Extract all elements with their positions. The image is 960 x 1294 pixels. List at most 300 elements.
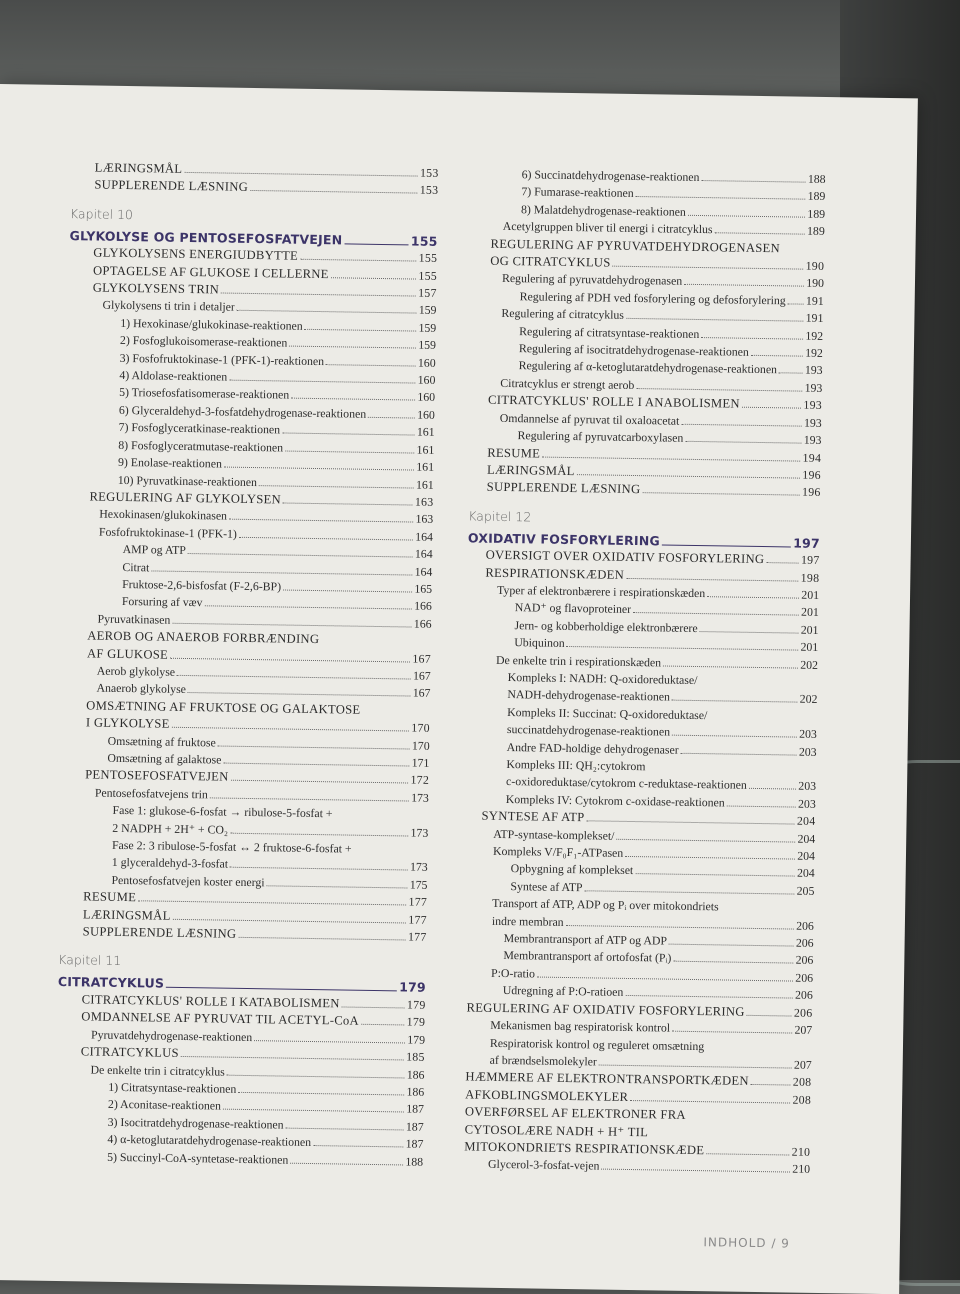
toc-entry-page: 166 — [414, 598, 432, 614]
toc-entry-title: SYNTESE AF ATP — [481, 808, 585, 825]
toc-entry-page: 160 — [417, 355, 436, 370]
toc-entry-title: SUPPLERENDE LÆSNING — [82, 924, 237, 941]
dot-leader — [707, 596, 799, 598]
toc-entry-title: Glycerol-3-fosfat-vejen — [487, 1157, 600, 1173]
toc-entry-page: 187 — [406, 1101, 425, 1117]
toc-entry-title: SUPPLERENDE LÆSNING — [94, 177, 249, 195]
toc-entry-title: 3) Fosfofruktokinase-1 (PFK-1)-reaktionen — [119, 350, 325, 368]
dot-leader — [751, 1084, 791, 1086]
toc-entry-page: 179 — [406, 1014, 426, 1030]
toc-entry-page: 163 — [414, 494, 434, 509]
toc-entry-title: Omdannelse af pyruvat til oxaloacetat — [499, 410, 680, 428]
toc-entry-page: 204 — [797, 848, 816, 863]
dot-leader — [361, 1024, 405, 1026]
toc-entry-title: Kompleks V/F₀F₁-ATPasen — [492, 843, 624, 860]
toc-entry-page: 189 — [807, 189, 826, 204]
toc-entry-title: 6) Succinatdehydrogenase-reaktionen — [521, 167, 700, 184]
toc-entry-page: 206 — [793, 1005, 813, 1020]
dot-leader — [672, 735, 797, 738]
toc-entry-page: 207 — [793, 1057, 812, 1072]
toc-entry-title: Citratcyklus er strengt aerob — [500, 375, 635, 392]
toc-entry-page: 202 — [799, 692, 818, 707]
dot-leader — [788, 303, 804, 304]
dot-leader — [254, 1040, 405, 1043]
toc-entry-title: 2 NADPH + 2H⁺ + CO₂ — [112, 820, 229, 837]
toc-entry-page: 201 — [801, 587, 820, 602]
dot-leader — [210, 797, 409, 801]
dot-leader — [172, 727, 410, 732]
toc-entry-title: RESUME — [83, 889, 137, 905]
dot-leader — [286, 1127, 404, 1130]
dot-leader — [173, 918, 407, 923]
dot-leader — [567, 646, 799, 651]
toc-entry-page: 167 — [412, 651, 432, 666]
toc-entry-title: Regulering af isocitratdehydrogenase-reaktionen — [518, 341, 749, 359]
toc-entry-title: 7) Fosfoglyceratkinase-reaktionen — [118, 420, 281, 437]
dot-leader — [177, 675, 411, 680]
toc-entry-page: 153 — [419, 165, 439, 180]
toc-entry-line: Transport af ATP, ADP og Pᵢ over mitokondriets — [492, 896, 719, 914]
dot-leader — [229, 519, 414, 523]
toc-entry-page: 167 — [412, 685, 431, 701]
toc-entry-title: CITRATCYKLUS' ROLLE I ANABOLISMEN — [487, 392, 740, 411]
toc-entry-title: succinatdehydrogenase-reaktionen — [506, 722, 671, 739]
toc-entry-page: 179 — [406, 997, 426, 1012]
dot-leader — [184, 172, 418, 177]
toc-entry-title: indre membran — [491, 913, 564, 929]
dot-leader — [267, 885, 408, 888]
dot-leader — [636, 388, 802, 392]
dot-leader — [223, 763, 409, 767]
toc-entry-line: Fase 1: glukose-6-fosfat → ribulose-5-fosfat + — [112, 803, 333, 821]
toc-entry-page: 203 — [798, 779, 817, 794]
toc-entry-title: GLYKOLYSENS TRIN — [92, 280, 220, 297]
toc-entry-page: 159 — [418, 337, 437, 353]
toc-entry-title: CITRATCYKLUS' ROLLE I KATABOLISMEN — [81, 992, 340, 1011]
dot-leader — [747, 1015, 792, 1017]
toc-entry-page: 161 — [415, 477, 434, 492]
dot-leader — [289, 346, 416, 349]
dot-leader — [672, 1031, 792, 1034]
toc-entry-title: OMDANNELSE AF PYRUVAT TIL ACETYL-CoA — [81, 1009, 360, 1029]
toc-entry-page: 155 — [418, 268, 438, 283]
dot-leader — [626, 577, 799, 581]
toc-entry-page: 177 — [407, 929, 427, 944]
toc-entry-page: 206 — [795, 953, 814, 968]
toc-entry-title: 7) Fumarase-reaktionen — [521, 184, 634, 201]
toc-entry-page: 197 — [793, 535, 821, 551]
toc-entry-title: AFKOBLINGSMOLEKYLER — [465, 1087, 629, 1104]
toc-entry-page: 179 — [407, 1032, 426, 1047]
dot-leader — [742, 407, 802, 409]
toc-entry-page: 191 — [805, 310, 824, 326]
toc-right-column — [458, 165, 826, 1178]
dot-leader — [681, 423, 802, 426]
toc-entry-title: 4) α-ketoglutaratdehydrogenase-reaktionen — [107, 1131, 312, 1150]
dot-leader — [684, 284, 804, 287]
toc-entry-line: CYTOSOLÆRE NADH + H⁺ TIL — [464, 1121, 649, 1139]
toc-entry-page: 187 — [405, 1119, 424, 1134]
dot-leader — [238, 1092, 404, 1096]
toc-entry-title: De enkelte trin i citratcyklus — [90, 1062, 225, 1079]
dot-leader — [188, 692, 411, 697]
toc-entry-title: 5) Succinyl-CoA-syntetase-reaktionen — [107, 1149, 289, 1167]
toc-entry-title: Andre FAD-holdige dehydrogenaser — [506, 739, 679, 757]
dot-leader — [218, 745, 410, 749]
dot-leader — [290, 1162, 403, 1165]
toc-entry-page: 206 — [794, 987, 813, 1003]
dot-leader — [626, 318, 804, 322]
toc-entry-page: 159 — [418, 303, 437, 318]
toc-entry-page: 173 — [411, 790, 429, 805]
toc-entry-page: 177 — [408, 894, 428, 910]
dot-leader — [663, 665, 798, 668]
toc-entry-title: c-oxidoreduktase/cytokrom c-reduktase-reaktionen — [505, 774, 747, 793]
toc-entry-title: 8) Fosfoglyceratmutase-reaktionen — [118, 437, 284, 455]
dot-leader — [669, 944, 794, 947]
dot-leader — [751, 355, 803, 357]
toc-entry-page: 153 — [419, 183, 439, 198]
dot-leader — [285, 450, 415, 453]
toc-entry-page: 193 — [803, 415, 822, 430]
toc-entry-page: 185 — [406, 1049, 425, 1064]
toc-entry-title: Regulering af citratsyntase-reaktionen — [519, 323, 700, 341]
dot-leader — [331, 277, 417, 279]
dot-leader — [238, 937, 406, 941]
dot-leader — [715, 232, 806, 234]
toc-entry-page: 189 — [806, 223, 825, 239]
toc-entry-page: 171 — [411, 755, 430, 770]
toc-entry-title: HÆMMERE AF ELEKTRONTRANSPORTKÆDEN — [465, 1069, 749, 1089]
toc-entry-page: 210 — [791, 1144, 811, 1159]
toc-entry-page: 197 — [800, 552, 820, 568]
toc-entry-page: 201 — [800, 604, 819, 620]
toc-entry-page: 160 — [417, 390, 436, 405]
dot-leader — [599, 1064, 792, 1068]
toc-entry-title: 8) Malatdehydrogenase-reaktionen — [520, 202, 686, 219]
toc-entry-page: 205 — [796, 883, 815, 898]
toc-entry-title: 1) Hexokinase/glukokinase-reaktionen — [120, 315, 303, 333]
dot-leader — [662, 544, 791, 547]
dot-leader — [706, 1153, 789, 1155]
toc-entry-title: De enkelte trin i respirationskæden — [495, 652, 662, 670]
toc-entry-page: 188 — [405, 1154, 424, 1169]
toc-entry-title: 9) Enolase-reaktionen — [117, 454, 223, 471]
toc-entry-title: CITRATCYKLUS — [57, 974, 165, 992]
dot-leader — [291, 398, 415, 401]
dot-leader — [230, 867, 408, 871]
toc-entry-page: 166 — [413, 616, 432, 631]
toc-entry-page: 170 — [411, 738, 430, 753]
dot-leader — [250, 190, 418, 194]
dot-leader — [701, 180, 805, 183]
dot-leader — [542, 456, 800, 461]
toc-entry-page: 172 — [410, 772, 430, 788]
toc-entry-page: 164 — [414, 564, 433, 579]
page-footer: INDHOLD / 9 — [703, 1235, 790, 1251]
dot-leader — [633, 612, 799, 616]
toc-entry-line: REGULERING AF PYRUVATDEHYDROGENASEN — [490, 236, 781, 255]
toc-entry-title: 4) Aldolase-reaktionen — [119, 367, 228, 384]
toc-entry-title: NAD⁺ og flavoproteiner — [514, 600, 632, 617]
toc-entry-page: 190 — [805, 258, 825, 273]
dot-leader — [151, 570, 412, 575]
toc-entry-title: Aerob glykolyse — [96, 663, 176, 679]
toc-entry-page: 202 — [800, 657, 819, 672]
toc-entry-title: ATP-syntase-komplekset/ — [493, 826, 615, 843]
dot-leader — [166, 987, 397, 992]
toc-entry-title: Membrantransport af ortofosfat (Pᵢ) — [503, 948, 672, 966]
dot-leader — [138, 901, 406, 906]
dot-leader — [613, 266, 804, 270]
dot-leader — [231, 780, 409, 784]
toc-entry-page: 194 — [802, 450, 822, 465]
dot-leader — [584, 890, 794, 894]
toc-entry-page: 161 — [416, 459, 435, 474]
toc-entry-page: 177 — [408, 912, 428, 927]
toc-entry-page: 161 — [416, 442, 435, 457]
toc-entry-title: RESPIRATIONSKÆDEN — [485, 565, 625, 582]
toc-entry-title: 3) Isocitratdehydrogenase-reaktionen — [107, 1114, 284, 1132]
toc-entry-title: Typer af elektronbærere i respirationskæden — [497, 582, 706, 601]
toc-entry-title: Kompleks IV: Cytokrom c-oxidase-reaktionen — [505, 791, 725, 810]
toc-entry-title: Udregning af P:O-ratioen — [502, 983, 624, 1000]
dot-leader — [601, 1169, 790, 1173]
dot-leader — [224, 467, 414, 471]
dot-leader — [239, 537, 413, 541]
toc-entry-line: OMSÆTNING AF FRUKTOSE OG GALAKTOSE — [86, 698, 361, 717]
dot-leader — [227, 1074, 405, 1078]
toc-entry-page: 186 — [406, 1084, 425, 1099]
toc-entry-title: 10) Pyruvatkinase-reaktionen — [117, 472, 258, 489]
toc-entry-page: 173 — [410, 825, 429, 840]
toc-entry-page: 159 — [418, 320, 437, 335]
dot-leader — [625, 856, 795, 860]
dot-leader — [766, 562, 799, 564]
dot-leader — [170, 657, 410, 662]
dot-leader — [779, 373, 803, 374]
toc-entry-title: Regulering af pyruvatdehydrogenasen — [501, 271, 683, 289]
toc-left-column — [55, 159, 439, 1171]
toc-entry-title: Pyruvatdehydrogenase-reaktionen — [90, 1027, 253, 1044]
toc-entry-page: 165 — [414, 581, 433, 596]
toc-entry-title: Regulering af citratcyklus — [501, 306, 625, 323]
toc-entry-title: LÆRINGSMÅL — [486, 462, 575, 478]
toc-entry-page: 204 — [796, 866, 815, 881]
toc-entry-title: Glykolysens ti trin i detaljer — [102, 298, 236, 315]
chapter-label: Kapitel 12 — [468, 508, 532, 525]
toc-entry-line: AEROB OG ANAEROB FORBRÆNDING — [87, 628, 320, 647]
toc-entry-line: Kompleks III: QH₂:cytokrom — [506, 757, 646, 774]
toc-entry-title: Opbygning af komplekset — [510, 861, 634, 878]
toc-entry-title: OVERSIGT OVER OXIDATIV FOSFORYLERING — [485, 547, 765, 567]
toc-entry-title: 2) Fosfoglukoisomerase-reaktionen — [119, 333, 288, 350]
toc-entry-page: 173 — [409, 859, 428, 875]
toc-entry-page: 175 — [409, 877, 428, 892]
toc-entry-page: 155 — [410, 233, 438, 249]
toc-entry-page: 204 — [797, 831, 816, 846]
dot-leader — [701, 337, 803, 340]
toc-entry-page: 160 — [417, 407, 435, 422]
toc-entry-page: 198 — [800, 570, 820, 585]
toc-entry-title: 1) Citratsyntase-reaktionen — [108, 1079, 237, 1096]
dot-leader — [700, 631, 799, 634]
toc-entry-page: 206 — [795, 935, 814, 950]
dot-leader — [749, 788, 797, 790]
dot-leader — [685, 441, 802, 444]
toc-entry-page: 196 — [802, 467, 822, 482]
toc-entry-title: af brændselsmolekyler — [489, 1052, 597, 1069]
toc-entry-line: OVERFØRSEL AF ELEKTRONER FRA — [464, 1104, 686, 1123]
toc-entry-title: Pyruvatkinasen — [97, 611, 171, 627]
toc-entry-line: Respiratorisk kontrol og reguleret omsætning — [489, 1035, 705, 1053]
toc-entry-title: Mekanismen bag respiratorisk kontrol — [490, 1017, 671, 1035]
toc-entry-title: Citrat — [122, 559, 150, 574]
toc-entry-title: AF GLUKOSE — [86, 646, 169, 662]
toc-entry-title: GLYKOLYSENS ENERGIUDBYTTE — [93, 245, 299, 263]
dot-leader — [326, 364, 416, 366]
dot-leader — [237, 310, 417, 314]
toc-entry-page: 193 — [803, 397, 823, 413]
dot-leader — [672, 700, 798, 703]
toc-entry-title: LÆRINGSMÅL — [94, 160, 183, 176]
toc-entry-page: 160 — [417, 372, 436, 387]
toc-entry-page: 201 — [800, 622, 819, 637]
toc-entry-title: GLYKOLYSE OG PENTOSEFOSFATVEJEN — [69, 227, 343, 248]
dot-leader — [259, 485, 414, 488]
toc-entry-title: MITOKONDRIETS RESPIRATIONSKÆDE — [464, 1139, 705, 1158]
chapter-label: Kapitel 11 — [58, 952, 122, 969]
toc-entry-page: 190 — [806, 276, 825, 291]
toc-entry-title: P:O-ratio — [490, 965, 536, 981]
toc-entry-title: 5) Triosefosfatisomerase-reaktionen — [119, 385, 290, 403]
toc-entry-page: 193 — [804, 380, 823, 395]
dot-leader — [283, 589, 412, 592]
toc-entry-page: 188 — [807, 171, 826, 186]
dot-leader — [537, 976, 793, 981]
chapter-label: Kapitel 10 — [69, 205, 134, 222]
toc-entry-page: 207 — [794, 1022, 813, 1037]
toc-entry-title: NADH-dehydrogenase-reaktionen — [507, 687, 671, 704]
toc-entry-title: OPTAGELSE AF GLUKOSE I CELLERNE — [92, 263, 329, 281]
toc-entry-title: RESUME — [487, 445, 541, 461]
dot-leader — [616, 838, 795, 842]
toc-entry-page: 206 — [795, 970, 814, 985]
dot-leader — [577, 474, 801, 479]
toc-entry-page: 179 — [399, 979, 426, 996]
toc-entry-title: REGULERING AF OXIDATIV FOSFORYLERING — [466, 1000, 745, 1019]
dot-leader — [681, 752, 797, 755]
toc-entry-title: Anaerob glykolyse — [96, 680, 187, 697]
dot-leader — [673, 961, 793, 964]
dot-leader — [181, 1056, 404, 1061]
toc-entry-title: OG CITRATCYKLUS — [490, 253, 611, 270]
toc-entry-line: Fase 2: 3 ribulose-5-fosfat ↔ 2 fruktose-6-fosfat + — [111, 837, 352, 856]
toc-entry-title: Ubiquinon — [514, 635, 565, 651]
toc-entry-page: 191 — [805, 293, 824, 308]
toc-entry-title: LÆRINGSMÅL — [82, 907, 171, 923]
toc-entry-page: 170 — [411, 720, 431, 736]
dot-leader — [625, 995, 793, 999]
background-top — [0, 0, 960, 90]
toc-entry-title: 6) Glyceraldehyd-3-fosfatdehydrogenase-reaktionen — [118, 402, 367, 421]
toc-entry-page: 167 — [412, 668, 431, 683]
dot-leader — [188, 553, 413, 558]
toc-entry-title: Omsætning af fruktose — [107, 733, 216, 750]
dot-leader — [172, 623, 412, 628]
toc-entry-title: Syntese af ATP — [510, 878, 583, 895]
toc-entry-title: Pentosefosfatvejens trin — [94, 785, 209, 802]
toc-entry-page: 192 — [805, 345, 823, 361]
toc-entry-title: Jern- og kobberholdige elektronbærere — [514, 617, 698, 635]
book-page — [0, 84, 918, 1294]
toc-entry-page: 186 — [406, 1067, 425, 1082]
toc-entry-page: 203 — [797, 796, 816, 811]
toc-entry-title: Forsuring af væv — [121, 594, 203, 610]
dot-leader — [344, 243, 409, 245]
toc-entry-title: 2) Aconitase-reaktionen — [107, 1097, 222, 1113]
dot-leader — [688, 215, 806, 218]
toc-entry-title: Hexokinasen/glukokinasen — [99, 506, 228, 523]
toc-entry-page: 163 — [415, 511, 434, 527]
toc-entry-title: PENTOSEFOSFATVEJEN — [85, 767, 229, 785]
toc-entry-page: 187 — [405, 1136, 424, 1151]
toc-entry-title: Acetylgruppen bliver til energi i citratcyklus — [502, 219, 713, 237]
dot-leader — [223, 1109, 404, 1113]
dot-leader — [727, 805, 796, 807]
dot-leader — [342, 1006, 405, 1008]
toc-entry-title: 1 glyceraldehyd-3-fosfat — [111, 855, 229, 872]
toc-entry-title: Regulering af PDH ved fosforylering og defosforylering — [519, 289, 786, 308]
dot-leader — [283, 502, 413, 505]
toc-entry-title: SUPPLERENDE LÆSNING — [486, 480, 641, 497]
dot-leader — [305, 329, 417, 332]
toc-entry-title: Fruktose-2,6-bisfosfat (F-2,6-BP) — [122, 576, 282, 594]
toc-entry-page: 208 — [792, 1074, 812, 1090]
toc-entry-title: Pentosefosfatvejen koster energi — [111, 872, 265, 890]
dot-leader — [642, 492, 800, 495]
toc-entry-page: 196 — [801, 484, 821, 500]
toc-entry-page: 189 — [807, 206, 826, 221]
toc-entry-page: 164 — [414, 546, 433, 561]
toc-entry-page: 204 — [796, 813, 816, 829]
toc-entry-title: AMP og ATP — [122, 542, 186, 558]
toc-entry-title: OXIDATIV FOSFORYLERING — [467, 530, 661, 549]
dot-leader — [630, 1100, 790, 1104]
dot-leader — [204, 606, 412, 610]
toc-entry-title: Regulering af α-ketoglutaratdehydrogenase-reaktionen — [518, 358, 778, 377]
toc-entry-page: 210 — [792, 1161, 811, 1177]
toc-entry-title: Omsætning af galaktose — [107, 750, 222, 767]
toc-entry-title: CITRATCYKLUS — [80, 1044, 179, 1061]
toc-entry-page: 161 — [416, 424, 435, 440]
toc-entry-page: 155 — [418, 250, 438, 266]
toc-entry-line: Kompleks II: Succinat: Q-oxidoreduktase/ — [507, 704, 708, 722]
toc-entry-title: I GLYKOLYSE — [85, 715, 170, 731]
toc-entry-page: 201 — [800, 639, 819, 655]
dot-leader — [636, 196, 806, 200]
toc-entry-page: 203 — [799, 726, 817, 742]
toc-entry-page: 193 — [803, 432, 822, 448]
dot-leader — [230, 832, 409, 836]
toc-entry-title: REGULERING AF GLYKOLYSEN — [89, 489, 282, 507]
toc-entry-title: Membrantransport af ATP og ADP — [503, 931, 668, 948]
dot-leader — [282, 433, 415, 436]
toc-entry-page: 157 — [418, 285, 437, 300]
toc-entry-page: 208 — [792, 1092, 812, 1107]
toc-entry-page: 203 — [798, 744, 817, 759]
toc-entry-title: Fosfofruktokinase-1 (PFK-1) — [98, 524, 238, 541]
